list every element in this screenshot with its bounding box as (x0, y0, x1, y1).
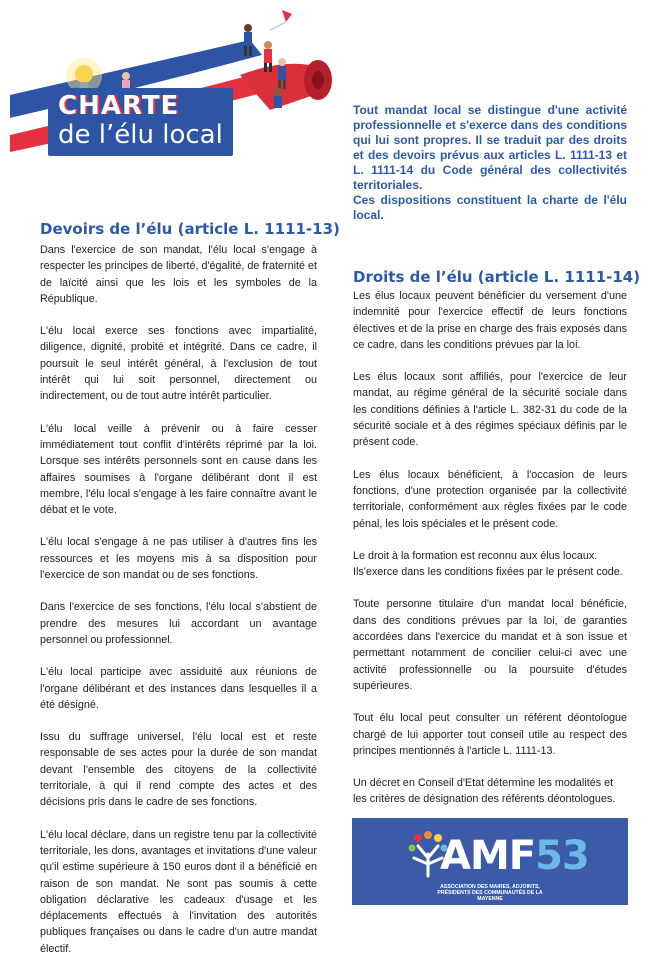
droits-paragraph: Les élus locaux peuvent bénéficier du versement d'une indemnité pour l'exercice effectif de leurs fonctions électives et de la prise en charge des frais exposés dans ce cadre, dans les conditions prévues par la loi. (353, 290, 627, 351)
intro-paragraph-1: Tout mandat local se distingue d'une activité professionnelle et s'exerce dans des conditions qui lui sont propres. Il se traduit par des droits et des devoirs prévus aux articles L. 1111-13 et L. 1111-14 du Code général des collectivités territoriales. (353, 103, 627, 192)
formation-line-1: Le droit à la formation est reconnu aux élus locaux. (353, 549, 598, 562)
formation-line-2: Ils'exerce dans les conditions fixées par le présent code. (353, 566, 623, 579)
droits-paragraph: Tout élu local peut consulter un référent déontologue chargé de lui apporter tout conseil utile au respect des principes mentionnés à l'article L. 1111-13. (353, 712, 627, 757)
devoirs-paragraph: L'élu local exerce ses fonctions avec impartialité, diligence, dignité, probité et intégrité. Dans ce cadre, il poursuit le seul intérêt général, à l'exclusion de tout intérêt qui lui soit personnel, directement ou indirectement, ou de tout autre intérêt particulier. (40, 325, 317, 403)
devoirs-paragraph: Dans l'exercice de son mandat, l'élu local s'engage à respecter les principes de liberté, d'égalité, de fraternité et de laïcité ainsi que les lois et les symboles de la République. (40, 244, 317, 305)
devoirs-paragraph: Issu du suffrage universel, l'élu local est et reste responsable de ses actes pour la durée de son mandat devant l'ensemble des citoyens de la collectivité territoriale, à qui il rend compte des actes et des décisions pris dans le cadre de ses fonctions. (40, 731, 317, 809)
droits-paragraph: Toute personne titulaire d'un mandat local bénéficie, dans des conditions prévues par la loi, de garanties accordées dans l'exercice du mandat et à son issue et permettant notamment de concilier celui-ci avec une activité professionnelle ou la poursuite d'études supérieures. (353, 598, 627, 692)
devoirs-title: Devoirs de l’élu (article L. 1111-13) (40, 220, 340, 238)
droits-formation (353, 548, 627, 581)
droits-paragraph: Un décret en Conseil d'Etat détermine les modalités et les critères de désignation des référents déontologues. (353, 777, 616, 806)
devoirs-paragraph: L'élu local déclare, dans un registre tenu par la collectivité territoriale, les dons, avantages et invitations d'une valeur qu'il estime supérieure à 150 euros dont il a bénéficié en raison de son mandat. Ne sont pas soumis à cette obligation déclarative les cadeaux d'usage et les déplacements effectués à l'invitation des autorités publiques françaises ou dans le cadre d'un autre mandat électif. (40, 828, 317, 955)
devoirs-paragraph: L'élu local participe avec assiduité aux réunions de l'organe délibérant et des instances dans lesquelles il a été désigné. (40, 666, 317, 711)
droits-column (353, 288, 627, 824)
intro-block (353, 103, 627, 223)
intro-paragraph-2: Ces dispositions constituent la charte de l'élu local. (353, 193, 627, 222)
devoirs-paragraph: Dans l'exercice de ses fonctions, l'élu local s'abstient de prendre des mesures lui accordant un avantage personnel ou professionnel. (40, 601, 317, 646)
devoirs-paragraph: L'élu local s'engage à ne pas utiliser à d'autres fins les ressources et les moyens mis à sa disposition pour l'exercice de son mandat ou de ses fonctions. (40, 536, 317, 582)
logo-subtitle: ASSOCIATION DES MAIRES, ADJOINTS, PRÉSIDENTS DES COMMUNAUTÉS DE LA MAYENNE (437, 884, 543, 902)
logo-letters: AMF (440, 833, 536, 879)
devoirs-column (40, 242, 317, 973)
title-line-2: de l’élu local (58, 120, 223, 150)
kite-icon (282, 10, 292, 22)
droits-paragraph: Les élus locaux bénéficient, à l'occasion de leurs fonctions, d'une protection organisée par la collectivité territoriale, conformément aux règles fixées par le code pénal, les lois spéciales et le présent code. (353, 468, 627, 530)
title-line-1: CHARTE (58, 91, 180, 121)
droits-paragraph: Les élus locaux sont affiliés, pour l'exercice de leur mandat, au régime général de la sécurité sociale dans les conditions définies à l'article L. 382-31 du code de la sécurité sociale et à des régimes spéciaux définis par le présent code. (353, 371, 627, 449)
devoirs-paragraph: L'élu local veille à prévenir ou à faire cesser immédiatement tout conflit d'intérêts réprimé par la loi. Lorsque ses intérêts personnels sont en cause dans les affaires soumises à l'organe délibérant dont il est membre, l'élu local s'engage à les faire connaître avant le débat et le vote. (40, 422, 317, 517)
logo-number: 53 (535, 833, 589, 879)
amf53-logo-text (440, 833, 589, 879)
charter-title (48, 88, 233, 156)
droits-title: Droits de l’élu (article L. 1111-14) (353, 268, 641, 286)
